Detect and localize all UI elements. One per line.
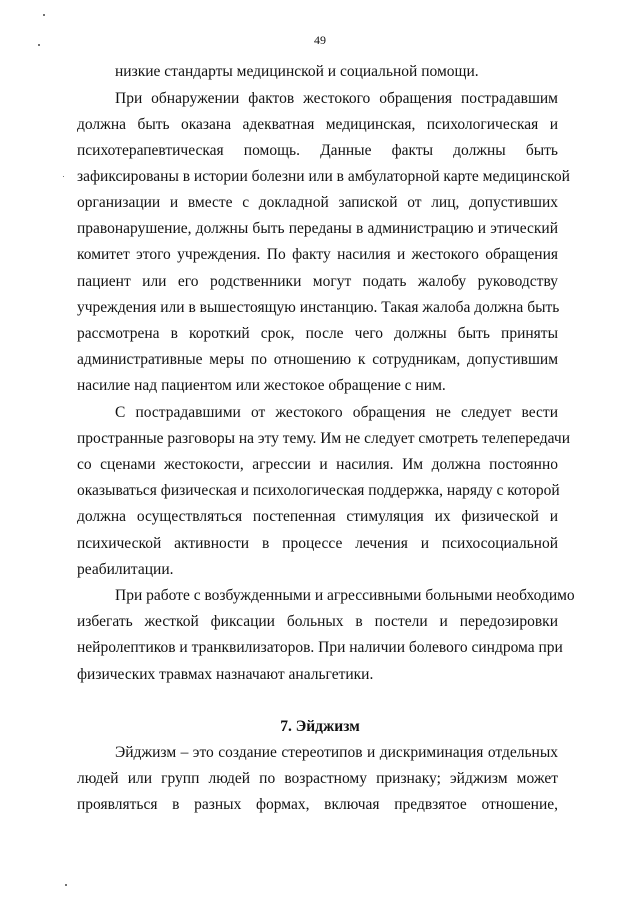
text-line: людей или групп людей по возрастному признаку; эйджизм может — [77, 770, 558, 787]
text-line: правонарушение, должны быть переданы в администрацию и этический — [77, 220, 558, 237]
scan-speck — [63, 176, 64, 177]
page-number: 49 — [314, 33, 326, 47]
text-line: психической активности в процессе лечения и психосоциальной — [77, 535, 558, 552]
text-line: должна осуществляться постепенная стимуляция их физической и — [77, 508, 558, 525]
text-line: избегать жесткой фиксации больных в постели и передозировки — [77, 613, 558, 630]
text-line: реабилитации. — [77, 561, 174, 578]
scan-speck — [65, 884, 67, 886]
text-line: нейролептиков и транквилизаторов. При наличии болевого синдрома при — [77, 639, 563, 656]
page-body — [77, 0, 575, 905]
text-line: учреждения или в вышестоящую инстанцию. Такая жалоба должна быть — [77, 299, 560, 316]
text-line: со сценами жестокости, агрессии и насилия. Им должна постоянно — [77, 456, 558, 473]
text-line: низкие стандарты медицинской и социальной помощи. — [115, 63, 479, 80]
text-line: При обнаружении фактов жестокого обращения пострадавшим — [115, 90, 558, 107]
text-line: Эйджизм – это создание стереотипов и дискриминация отдельных — [115, 744, 558, 761]
text-line: пространные разговоры на эту тему. Им не следует смотреть телепередачи — [77, 430, 571, 447]
section-heading: 7. Эйджизм — [280, 718, 360, 735]
text-line: проявляться в разных формах, включая предвзятое отношение, — [77, 796, 558, 813]
text-line: насилие над пациентом или жестокое обращение с ним. — [77, 377, 446, 394]
text-line: оказываться физическая и психологическая поддержка, наряду с которой — [77, 482, 560, 499]
text-line: комитет этого учреждения. По факту насилия и жестокого обращения — [77, 246, 558, 263]
text-line: пациент или его родственники могут подать жалобу руководству — [77, 273, 558, 290]
scan-speck — [38, 44, 40, 46]
text-line: психотерапевтическая помощь. Данные факты должны быть — [77, 142, 558, 159]
text-line: физических травмах назначают анальгетики. — [77, 666, 374, 683]
text-line: При работе с возбужденными и агрессивными больными необходимо — [115, 587, 575, 604]
text-line: организации и вместе с докладной запиской от лиц, допустивших — [77, 194, 558, 211]
scan-speck — [43, 14, 45, 16]
text-line: должна быть оказана адекватная медицинская, психологическая и — [77, 116, 558, 133]
text-line: С пострадавшими от жестокого обращения не следует вести — [115, 404, 558, 421]
text-line: административные меры по отношению к сотрудникам, допустившим — [77, 351, 558, 368]
text-line: рассмотрена в короткий срок, после чего должны быть приняты — [77, 325, 558, 342]
text-line: зафиксированы в истории болезни или в амбулаторной карте медицинской — [77, 168, 570, 185]
